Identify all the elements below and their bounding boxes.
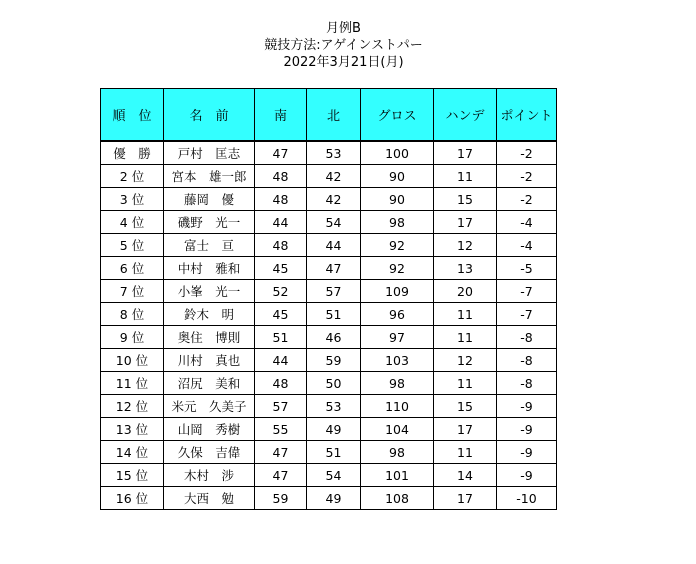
gross-score-cell: 90 <box>361 165 434 188</box>
name-cell: 大西 勉 <box>164 487 255 510</box>
table-row <box>101 441 557 464</box>
rank-cell: 3 位 <box>101 188 164 211</box>
competition-name: 月例B <box>326 21 361 36</box>
handicap-cell: 13 <box>434 257 497 280</box>
handicap-cell: 15 <box>434 188 497 211</box>
points-cell: -9 <box>497 418 557 441</box>
gross-score-cell: 103 <box>361 349 434 372</box>
column-header-handicap: ハンデ <box>434 89 497 142</box>
north-score-cell: 53 <box>307 395 361 418</box>
south-score-cell: 44 <box>255 211 307 234</box>
north-score-cell: 47 <box>307 257 361 280</box>
north-score-cell: 54 <box>307 464 361 487</box>
gross-score-cell: 92 <box>361 234 434 257</box>
table-row <box>101 326 557 349</box>
handicap-cell: 15 <box>434 395 497 418</box>
points-cell: -10 <box>497 487 557 510</box>
name-cell: 沼尻 美和 <box>164 372 255 395</box>
handicap-cell: 11 <box>434 165 497 188</box>
north-score-cell: 46 <box>307 326 361 349</box>
rank-cell: 2 位 <box>101 165 164 188</box>
points-cell: -9 <box>497 464 557 487</box>
handicap-cell: 20 <box>434 280 497 303</box>
name-cell: 木村 涉 <box>164 464 255 487</box>
south-score-cell: 55 <box>255 418 307 441</box>
rank-cell: 15 位 <box>101 464 164 487</box>
name-cell: 山岡 秀樹 <box>164 418 255 441</box>
gross-score-cell: 90 <box>361 188 434 211</box>
gross-score-cell: 101 <box>361 464 434 487</box>
name-cell: 戸村 匡志 <box>164 141 255 165</box>
north-score-cell: 49 <box>307 418 361 441</box>
name-cell: 小峯 光一 <box>164 280 255 303</box>
table-row <box>101 211 557 234</box>
name-cell: 久保 吉偉 <box>164 441 255 464</box>
points-cell: -2 <box>497 165 557 188</box>
results-table <box>100 88 557 510</box>
gross-score-cell: 109 <box>361 280 434 303</box>
rank-cell: 12 位 <box>101 395 164 418</box>
points-cell: -4 <box>497 234 557 257</box>
column-header-north: 北 <box>307 89 361 142</box>
result-rows <box>101 141 557 510</box>
south-score-cell: 52 <box>255 280 307 303</box>
gross-score-cell: 92 <box>361 257 434 280</box>
gross-score-cell: 97 <box>361 326 434 349</box>
rank-cell: 9 位 <box>101 326 164 349</box>
title-block <box>100 20 587 71</box>
points-cell: -5 <box>497 257 557 280</box>
name-cell: 富士 亘 <box>164 234 255 257</box>
handicap-cell: 17 <box>434 141 497 165</box>
rank-cell: 6 位 <box>101 257 164 280</box>
table-row <box>101 165 557 188</box>
north-score-cell: 57 <box>307 280 361 303</box>
column-header-gross: グロス <box>361 89 434 142</box>
rank-cell: 5 位 <box>101 234 164 257</box>
name-cell: 米元 久美子 <box>164 395 255 418</box>
table-row <box>101 188 557 211</box>
points-cell: -8 <box>497 349 557 372</box>
points-cell: -7 <box>497 280 557 303</box>
column-header-name: 名 前 <box>164 89 255 142</box>
gross-score-cell: 98 <box>361 211 434 234</box>
north-score-cell: 50 <box>307 372 361 395</box>
competition-date: 2022年3月21日(月) <box>283 55 404 70</box>
points-cell: -4 <box>497 211 557 234</box>
points-cell: -2 <box>497 141 557 165</box>
column-header-rank: 順 位 <box>101 89 164 142</box>
gross-score-cell: 96 <box>361 303 434 326</box>
competition-format: 競技方法:アゲインストパー <box>264 38 423 53</box>
gross-score-cell: 98 <box>361 441 434 464</box>
points-cell: -2 <box>497 188 557 211</box>
name-cell: 藤岡 優 <box>164 188 255 211</box>
handicap-cell: 17 <box>434 418 497 441</box>
handicap-cell: 11 <box>434 441 497 464</box>
north-score-cell: 42 <box>307 165 361 188</box>
rank-cell: 7 位 <box>101 280 164 303</box>
gross-score-cell: 98 <box>361 372 434 395</box>
south-score-cell: 48 <box>255 165 307 188</box>
north-score-cell: 49 <box>307 487 361 510</box>
south-score-cell: 48 <box>255 234 307 257</box>
south-score-cell: 51 <box>255 326 307 349</box>
south-score-cell: 45 <box>255 257 307 280</box>
name-cell: 鈴木 明 <box>164 303 255 326</box>
rank-cell: 16 位 <box>101 487 164 510</box>
column-header-south: 南 <box>255 89 307 142</box>
column-header-points: ポイント <box>497 89 557 142</box>
name-cell: 川村 真也 <box>164 349 255 372</box>
points-cell: -7 <box>497 303 557 326</box>
name-cell: 奥住 博則 <box>164 326 255 349</box>
points-cell: -9 <box>497 441 557 464</box>
table-row <box>101 464 557 487</box>
handicap-cell: 17 <box>434 487 497 510</box>
table-row <box>101 303 557 326</box>
handicap-cell: 14 <box>434 464 497 487</box>
points-cell: -9 <box>497 395 557 418</box>
north-score-cell: 44 <box>307 234 361 257</box>
table-row <box>101 395 557 418</box>
name-cell: 磯野 光一 <box>164 211 255 234</box>
table-row <box>101 349 557 372</box>
rank-cell: 8 位 <box>101 303 164 326</box>
north-score-cell: 59 <box>307 349 361 372</box>
south-score-cell: 48 <box>255 188 307 211</box>
handicap-cell: 11 <box>434 303 497 326</box>
south-score-cell: 47 <box>255 141 307 165</box>
gross-score-cell: 100 <box>361 141 434 165</box>
north-score-cell: 42 <box>307 188 361 211</box>
handicap-cell: 17 <box>434 211 497 234</box>
south-score-cell: 48 <box>255 372 307 395</box>
handicap-cell: 11 <box>434 326 497 349</box>
header-row <box>101 89 557 142</box>
rank-cell: 4 位 <box>101 211 164 234</box>
south-score-cell: 57 <box>255 395 307 418</box>
rank-cell: 13 位 <box>101 418 164 441</box>
north-score-cell: 51 <box>307 303 361 326</box>
points-cell: -8 <box>497 326 557 349</box>
south-score-cell: 47 <box>255 441 307 464</box>
table-row <box>101 234 557 257</box>
north-score-cell: 54 <box>307 211 361 234</box>
handicap-cell: 11 <box>434 372 497 395</box>
gross-score-cell: 110 <box>361 395 434 418</box>
handicap-cell: 12 <box>434 234 497 257</box>
rank-cell: 14 位 <box>101 441 164 464</box>
table-row <box>101 487 557 510</box>
north-score-cell: 53 <box>307 141 361 165</box>
south-score-cell: 59 <box>255 487 307 510</box>
handicap-cell: 12 <box>434 349 497 372</box>
name-cell: 中村 雅和 <box>164 257 255 280</box>
gross-score-cell: 104 <box>361 418 434 441</box>
table-row <box>101 418 557 441</box>
table-row <box>101 280 557 303</box>
rank-cell: 11 位 <box>101 372 164 395</box>
points-cell: -8 <box>497 372 557 395</box>
south-score-cell: 44 <box>255 349 307 372</box>
table-row <box>101 141 557 165</box>
name-cell: 宮本 雄一郎 <box>164 165 255 188</box>
gross-score-cell: 108 <box>361 487 434 510</box>
south-score-cell: 45 <box>255 303 307 326</box>
rank-cell: 優 勝 <box>101 141 164 165</box>
south-score-cell: 47 <box>255 464 307 487</box>
rank-cell: 10 位 <box>101 349 164 372</box>
table-row <box>101 372 557 395</box>
table-row <box>101 257 557 280</box>
north-score-cell: 51 <box>307 441 361 464</box>
